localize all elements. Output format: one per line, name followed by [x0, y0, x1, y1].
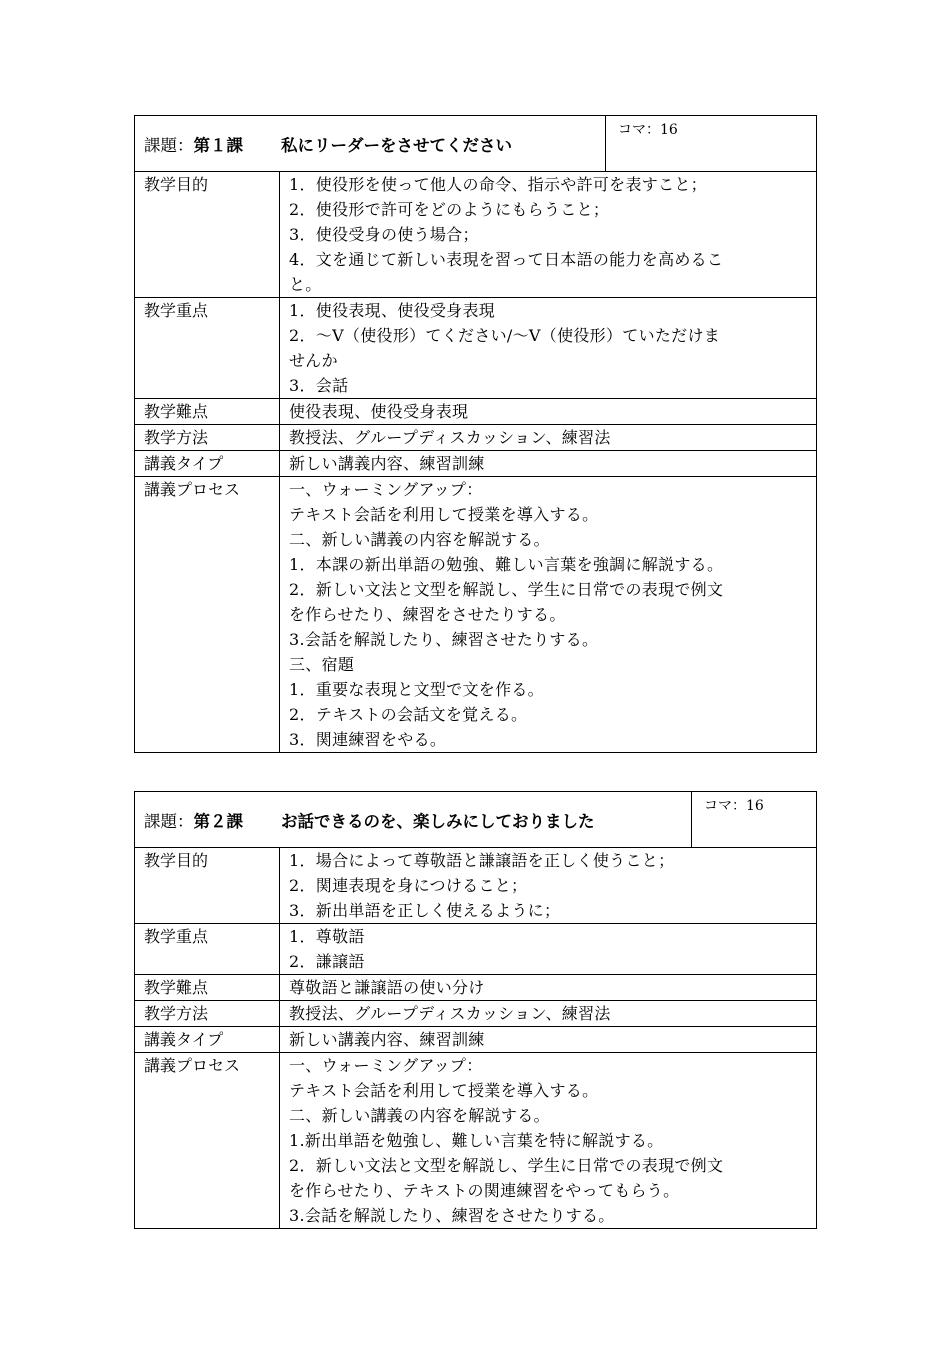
row-content	[280, 399, 816, 424]
content-line: 教授法、グループディスカッション、練習法	[289, 1004, 611, 1023]
koma-count: コマ：16	[605, 116, 816, 171]
content-line: 3．新出単語を正しく使えるように；	[289, 901, 561, 920]
content-line: 3.会話を解説したり、練習をさせたりする。	[289, 1206, 615, 1225]
row-label: 講義プロセス	[135, 1053, 280, 1228]
lesson-number: 第２課	[193, 811, 243, 831]
content-line: 1．本課の新出単語の勉強、難しい言葉を強調に解説する。	[289, 555, 724, 574]
content-line: 一、ウォーミングアップ：	[289, 1056, 483, 1075]
content-line: を作らせたり、テキストの関連練習をやってもらう。	[289, 1181, 680, 1200]
lesson-title	[135, 792, 691, 847]
table-row	[135, 1000, 816, 1026]
table-row	[135, 476, 816, 752]
content-line: 使役表現、使役受身表現	[289, 402, 469, 421]
table-row	[135, 1026, 816, 1052]
content-line: 教授法、グループディスカッション、練習法	[289, 428, 611, 447]
row-content	[280, 1053, 816, 1228]
row-content	[280, 298, 816, 398]
row-label: 講義タイプ	[135, 1027, 280, 1052]
content-line: 二、新しい講義の内容を解説する。	[289, 1106, 550, 1125]
table-row	[135, 424, 816, 450]
lesson-name: 私にリーダーをさせてください	[281, 135, 512, 155]
content-line: 2．関連表現を身につけること；	[289, 876, 528, 895]
content-line: 新しい講義内容、練習訓練	[289, 1030, 485, 1049]
row-content	[280, 1027, 816, 1052]
content-line: 3．会話	[289, 376, 349, 395]
table-row	[135, 398, 816, 424]
content-line: 2．新しい文法と文型を解説し、学生に日常での表現で例文	[289, 1156, 724, 1175]
row-label: 教学重点	[135, 298, 280, 398]
row-content	[280, 172, 816, 297]
content-line: 3．使役受身の使う場合；	[289, 225, 479, 244]
content-line: 尊敬語と謙譲語の使い分け	[289, 978, 485, 997]
table-row	[135, 172, 816, 297]
lesson-table-2	[134, 791, 817, 1229]
content-line: 1．場合によって尊敬語と謙譲語を正しく使うこと；	[289, 851, 675, 870]
table-row	[135, 923, 816, 974]
content-line: テキスト会話を利用して授業を導入する。	[289, 1081, 599, 1100]
row-label: 教学難点	[135, 975, 280, 1000]
content-line: 1.新出単語を勉強し、難しい言葉を特に解説する。	[289, 1131, 664, 1150]
row-content	[280, 924, 816, 974]
row-label: 教学方法	[135, 425, 280, 450]
row-label: 教学方法	[135, 1001, 280, 1026]
row-content	[280, 477, 816, 752]
content-line: 1．使役表現、使役受身表現	[289, 301, 496, 320]
row-content	[280, 975, 816, 1000]
lesson-header	[135, 116, 816, 172]
lesson-name: お話できるのを、楽しみにしておりました	[281, 811, 595, 831]
row-content	[280, 1001, 816, 1026]
content-line: 4．文を通じて新しい表現を習って日本語の能力を高めるこ	[289, 250, 724, 269]
lesson-title	[135, 116, 605, 171]
lesson-rows	[135, 172, 816, 752]
content-line: 1．使役形を使って他人の命令、指示や許可を表すこと；	[289, 175, 707, 194]
content-line: 2．新しい文法と文型を解説し、学生に日常での表現で例文	[289, 580, 724, 599]
topic-label: 課題：	[144, 135, 194, 155]
row-label: 講義プロセス	[135, 477, 280, 752]
content-line: 3．関連練習をやる。	[289, 730, 447, 749]
content-line: 2．謙譲語	[289, 952, 365, 971]
table-row	[135, 848, 816, 923]
row-content	[280, 848, 816, 923]
content-line: 2．使役形で許可をどのようにもらうこと；	[289, 200, 610, 219]
content-line: 3.会話を解説したり、練習させたりする。	[289, 630, 599, 649]
lesson-table-1	[134, 115, 817, 753]
row-label: 教学難点	[135, 399, 280, 424]
content-line: と。	[289, 275, 322, 294]
table-row	[135, 974, 816, 1000]
content-line: 新しい講義内容、練習訓練	[289, 454, 485, 473]
row-content	[280, 425, 816, 450]
lesson-header	[135, 792, 816, 848]
lesson-number: 第１課	[193, 135, 243, 155]
content-line: 一、ウォーミングアップ：	[289, 480, 483, 499]
row-label: 教学目的	[135, 848, 280, 923]
content-line: せんか	[289, 351, 338, 370]
table-row	[135, 1052, 816, 1228]
content-line: 2．テキストの会話文を覚える。	[289, 705, 528, 724]
content-line: 三、宿題	[289, 655, 355, 674]
row-label: 講義タイプ	[135, 451, 280, 476]
lesson-rows	[135, 848, 816, 1228]
content-line: 二、新しい講義の内容を解説する。	[289, 530, 550, 549]
table-row	[135, 297, 816, 398]
topic-label: 課題：	[144, 811, 194, 831]
content-line: 1．重要な表現と文型で文を作る。	[289, 680, 544, 699]
content-line: を作らせたり、練習をさせたりする。	[289, 605, 566, 624]
content-line: 1．尊敬語	[289, 927, 365, 946]
row-label: 教学重点	[135, 924, 280, 974]
content-line: 2．～V（使役形）てください/～V（使役形）ていただけま	[289, 326, 721, 345]
row-content	[280, 451, 816, 476]
row-label: 教学目的	[135, 172, 280, 297]
table-row	[135, 450, 816, 476]
koma-count: コマ：16	[691, 792, 816, 847]
content-line: テキスト会話を利用して授業を導入する。	[289, 505, 599, 524]
